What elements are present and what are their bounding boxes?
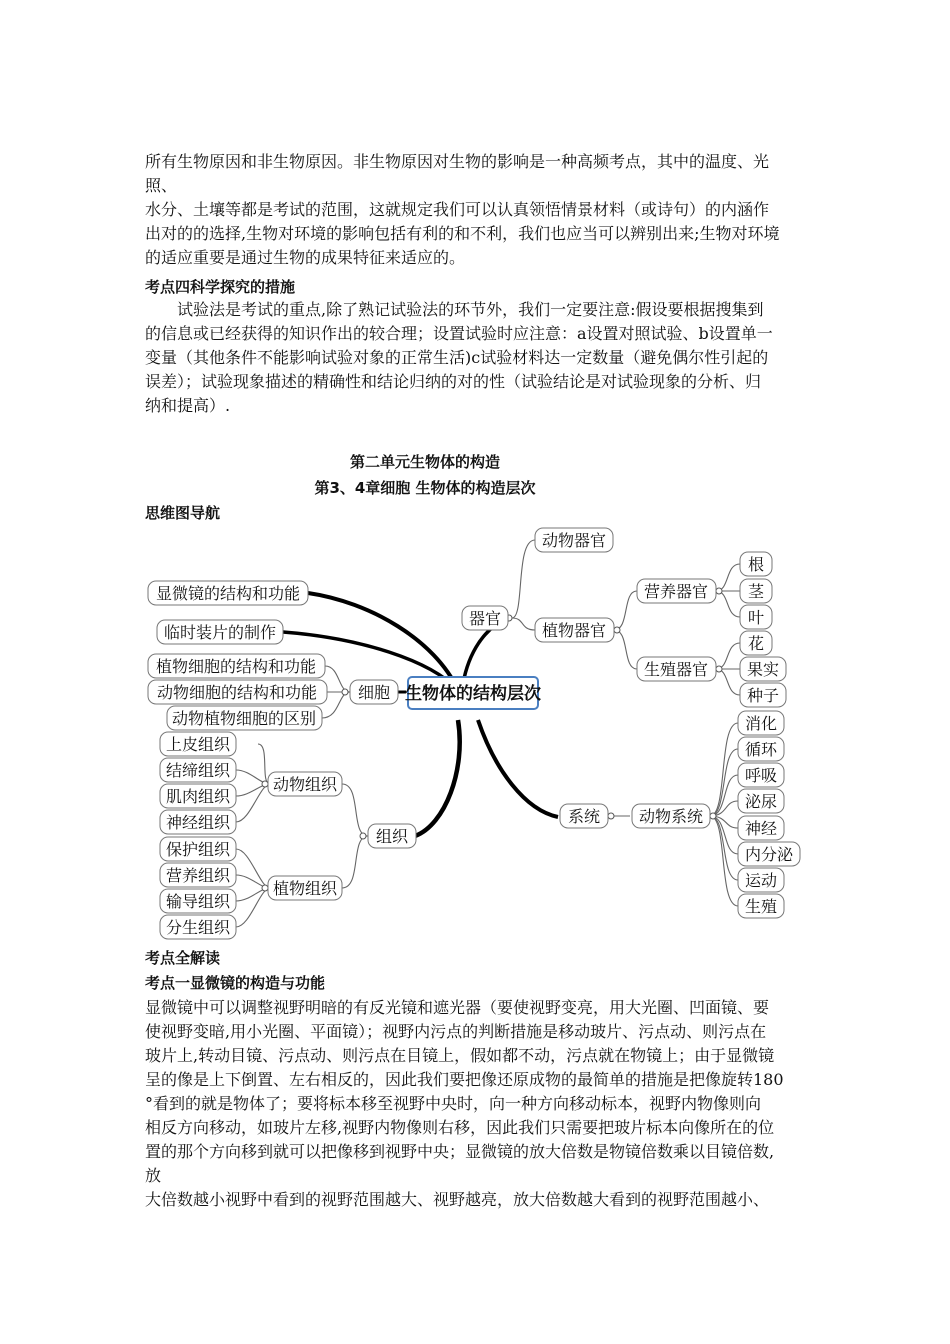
svg-text:动物系统: 动物系统 [638,807,704,826]
mind-map-node-nerve [738,816,784,840]
mind-map-branches [283,593,558,836]
svg-text:叶: 叶 [747,608,765,627]
svg-text:营养组织: 营养组织 [165,866,231,885]
mind-map-node-respiration [738,763,784,787]
mind-map-node-repro-organ [637,657,716,681]
svg-text:动物细胞的结构和功能: 动物细胞的结构和功能 [156,683,318,702]
mind-map-root-node [405,677,541,709]
mind-map-node-fruit [740,657,786,681]
text-line: 置的那个方向移到就可以把像移到视野中央；显微镜的放大倍数是物镜倍数乘以目镜倍数, [145,1142,775,1161]
svg-text:输导组织: 输导组织 [165,892,231,911]
mind-map-junction-dots [262,588,722,891]
svg-text:动物植物细胞的区别: 动物植物细胞的区别 [171,709,317,728]
point1-paragraph [145,996,810,1212]
point4-paragraph [145,298,810,418]
mind-map-node-tissue [368,824,416,848]
text-line: °看到的就是物体了；要将标本移至视野中央时，向一种方向移动标本，视野内物像则向 [145,1094,762,1113]
text-line: 的适应重要是通过生物的成果特征来适应的。 [145,248,466,267]
mind-map-node-animal-system [632,804,710,828]
root-label: 生物体的结构层次 [405,684,541,704]
mind-map-node-motion [738,868,784,892]
svg-text:神经组织: 神经组织 [165,813,231,832]
mind-map-node-animal-organ [535,528,613,552]
mind-map-node-system [560,804,608,828]
mind-map-node-endocrine [738,842,800,866]
svg-text:运动: 运动 [744,871,778,890]
mind-map-node-cell-diff [167,706,322,730]
text-line: 误差）；试验现象描述的精确性和结论归纳的对的性（试验结论是对试验现象的分析、归 [145,372,762,391]
mind-map-node-nerve-tissue [160,810,236,834]
svg-text:细胞: 细胞 [357,683,391,702]
text-line: 使视野变暗,用小光圈、平面镜）；视野内污点的判断措施是移动玻片、污点动、则污点在 [145,1022,767,1041]
svg-text:肌肉组织: 肌肉组织 [165,787,231,806]
svg-text:植物细胞的结构和功能: 植物细胞的结构和功能 [155,657,317,676]
point1-heading: 考点一显微镜的构造与功能 [145,974,326,992]
text-line: 所有生物原因和非生物原因。非生物原因对生物的影响是一种高频考点，其中的温度、光 [145,152,770,171]
mind-map-node-root [740,552,772,576]
mind-map-node-plant-cell [148,654,325,678]
text-line: 出对的的选择,生物对环境的影响包括有利的和不利，我们也应当可以辨别出来;生物对环境 [145,224,780,243]
svg-text:显微镜的结构和功能: 显微镜的结构和功能 [155,584,301,603]
text-line: 相反方向移动，如玻片左移,视野内物像则右移，因此我们只需要把玻片标本向像所在的位 [145,1118,775,1137]
mind-map-node-animal-tissue [268,772,342,796]
text-line: 大倍数越小视野中看到的视野范围越大、视野越亮，放大倍数越大看到的视野范围越小、 [145,1190,770,1209]
svg-text:结缔组织: 结缔组织 [165,761,231,780]
mind-map-node-meristem [160,915,236,939]
mind-map-node-excretion [738,789,784,813]
point4-heading: 考点四科学探究的措施 [145,278,296,296]
text-line: 放 [145,1166,162,1185]
mindmap-heading: 思维图导航 [145,504,221,522]
svg-text:临时装片的制作: 临时装片的制作 [163,623,277,642]
mind-map-node-stem [740,579,772,603]
text-line: 玻片上,转动目镜、污点动、则污点在目镜上，假如都不动，污点就在物镜上；由于显微镜 [145,1046,775,1065]
svg-text:植物器官: 植物器官 [541,621,607,640]
svg-text:系统: 系统 [567,807,601,826]
svg-text:植物组织: 植物组织 [272,879,338,898]
text-line: 纳和提高）. [145,396,231,415]
svg-text:消化: 消化 [744,714,778,733]
mind-map-node-organ [462,606,508,630]
svg-text:神经: 神经 [744,819,778,838]
text-line: 呈的像是上下倒置、左右相反的，因此我们要把像还原成物的最简单的措施是把像旋转180 [145,1070,784,1089]
mind-map-node-leaf [740,605,772,629]
mind-map-node-slide [157,620,283,644]
svg-text:泌尿: 泌尿 [744,792,778,811]
svg-text:花: 花 [747,634,765,653]
mind-map-node-conductive [160,889,236,913]
section1-paragraph [145,150,810,270]
svg-text:种子: 种子 [746,686,780,705]
svg-text:根: 根 [747,555,765,574]
mind-map-node-protective [160,837,236,861]
text-line: 的信息或已经获得的知识作出的较合理；设置试验时应注意：a设置对照试验、b设置单一 [145,324,773,343]
svg-text:上皮组织: 上皮组织 [165,735,231,754]
svg-text:分生组织: 分生组织 [165,918,231,937]
mind-map-node-plant-tissue [268,876,342,900]
mind-map-node-muscle [160,784,236,808]
svg-text:动物组织: 动物组织 [272,775,338,794]
mind-map-node-animal-cell [148,680,327,704]
mind-map-node-connective [160,758,236,782]
svg-text:保护组织: 保护组织 [165,840,231,859]
mind-map-diagram [140,520,810,945]
svg-text:呼吸: 呼吸 [744,766,778,785]
svg-text:循环: 循环 [744,740,778,759]
mind-map-node-reproduction [738,894,784,918]
svg-text:生殖器官: 生殖器官 [643,660,709,679]
unit-title: 第二单元生物体的构造 [349,453,500,471]
text-line: 显微镜中可以调整视野明暗的有反光镜和遮光器（要使视野变亮，用大光圈、凹面镜、要 [145,998,770,1017]
overview-heading: 考点全解读 [145,949,221,967]
mind-map-node-microscope [148,581,308,605]
mind-map-node-veg-organ [637,579,716,603]
svg-text:动物器官: 动物器官 [541,531,607,550]
svg-text:组织: 组织 [375,827,409,846]
mind-map-node-flower [740,631,772,655]
text-line: 变量（其他条件不能影响试验对象的正常生活)c试验材料达一定数量（避免偶尔性引起的 [145,348,769,367]
chapter-subtitle: 第3、4章细胞 生物体的构造层次 [314,479,536,497]
mind-map-node-circulation [738,737,784,761]
mind-map-node-seed [740,683,786,707]
text-line: 试验法是考试的重点,除了熟记试验法的环节外，我们一定要注意:假设要根据搜集到 [145,300,764,319]
mind-map-node-nutrient [160,863,236,887]
mind-map-node-digestion [738,711,784,735]
text-line: 照、 [145,176,178,195]
mind-map-node-cell [350,680,398,704]
svg-text:内分泌: 内分泌 [744,845,794,864]
svg-text:生殖: 生殖 [744,897,778,916]
svg-text:器官: 器官 [468,609,502,628]
mind-map-node-plant-organ [535,618,614,642]
svg-text:果实: 果实 [746,660,780,679]
mind-map-node-epithelial [160,732,236,756]
svg-text:营养器官: 营养器官 [643,582,709,601]
text-line: 水分、土壤等都是考试的范围，这就规定我们可以认真领悟情景材料（或诗句）的内涵作 [145,200,770,219]
svg-text:茎: 茎 [747,582,765,601]
